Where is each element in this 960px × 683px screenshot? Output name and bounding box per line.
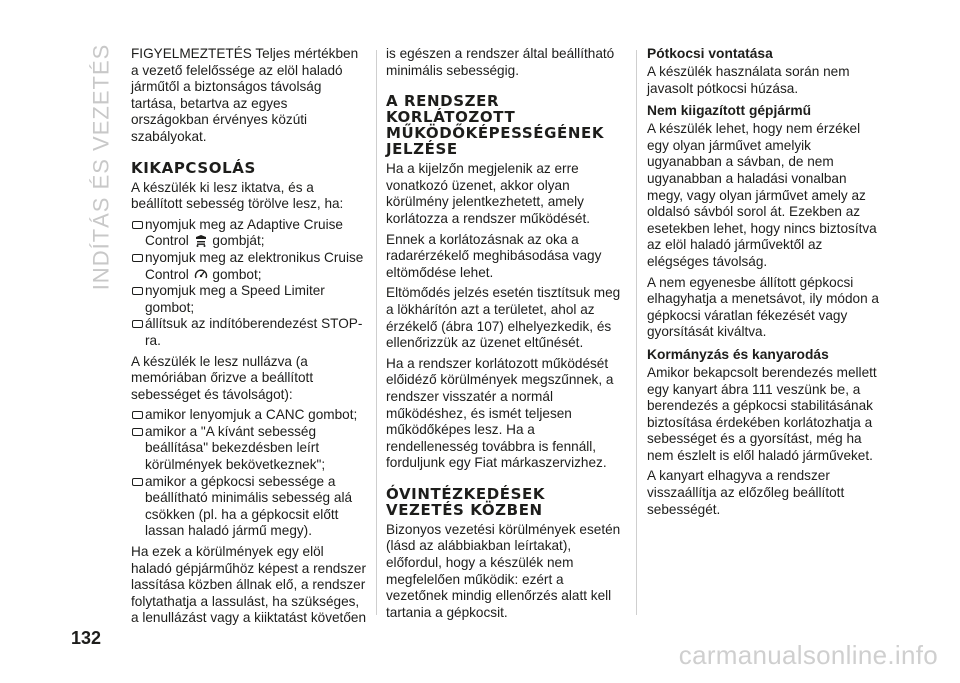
column-1 <box>131 46 367 631</box>
cruise-control-icon <box>194 268 208 281</box>
paragraph: A kanyart elhagyva a rendszer visszaállítja az előzőleg beállított sebességét. <box>647 468 845 517</box>
list-item-text: nyomjuk meg az Adaptive Cruise Control <box>145 216 343 249</box>
paragraph: Bizonyos vezetési körülmények esetén (lásd az alábbiakban leírtakat), előfordul, hogy a készülék nem megfelelően működik: ezért a vezetőnek mindig ellenőrzés alatt kell tartania a gépkocsit. <box>386 521 621 620</box>
subheading-kiigazitott: Nem kiigazított gépjármű <box>647 103 812 119</box>
paragraph: Ha a rendszer korlátozott működését előidéző körülmények megszűnnek, a rendszer visszatér a normál működéshez, és ismét teljesen működőképes lesz. Ha a rendellenesség továbbra is fennáll, forduljunk egy Fiat márkaszervizhez. <box>386 355 614 471</box>
page-number: 132 <box>71 628 102 648</box>
adaptive-cruise-control-icon <box>194 234 208 247</box>
column-2 <box>386 46 622 625</box>
paragraph: A készülék le lesz nullázva (a memóriában őrizve a beállított sebességet és távolságot): <box>131 353 314 402</box>
list-item: amikor a "A kívánt sebesség beállítása" bekezdésben leírt körülmények bekövetkeznek"; <box>131 424 367 474</box>
section-side-tab <box>84 42 118 292</box>
paragraph: Amikor bekapcsolt berendezés mellett egy kanyart ábra 111 veszünk be, a berendezés a gépkocsi stabilitásának biztosítása érdekében korlátozhatja a sebességet és a gyorsítást, még ha nem észlelt is elől haladó járműveket. <box>647 364 877 463</box>
watermark: carmanualsonline.info <box>678 640 938 670</box>
column-divider <box>636 50 637 615</box>
paragraph: Ennek a korlátozásnak az oka a radarérzékelő meghibásodása vagy eltömődése lehet. <box>386 231 602 280</box>
list-item-text: nyomjuk meg az elektronikus Cruise Control <box>145 249 364 282</box>
list-item: állítsuk az indítóberendezést STOP-ra. <box>131 316 367 349</box>
paragraph: A készülék használata során nem javasolt pótkocsi húzása. <box>647 64 850 96</box>
heading-ovintezkedesek: ÓVINTÉZKEDÉSEK VEZETÉS KÖZBEN <box>386 484 546 519</box>
warning-paragraph: FIGYELMEZTETÉS Teljes mértékben a vezető felelőssége az elöl haladó járműtől a biztonságos távolság tartása, betartva az egyes országokban érvényes közúti szabályokat. <box>131 46 359 144</box>
subheading-kormanyzas: Kormányzás és kanyarodás <box>647 346 829 362</box>
paragraph: A készülék lehet, hogy nem érzékel egy olyan járművet amelyik ugyanabban a sávban, de nem ugyanabban a haladási vonalban megy, vagy olyan járművet amely az oldalsó sávból sorol át. Ezekben az esetekben lehet, hogy nincs biztosítva az elöl haladó járművektől az elégséges távolság. <box>647 121 877 269</box>
list-item-text: gombját; <box>212 233 265 249</box>
paragraph: Ha a kijelzőn megjelenik az erre vonatkozó üzenet, akkor olyan körülmény jelentkezhetett, amely korlátozza a rendszer működését. <box>386 161 591 226</box>
paragraph: Ha ezek a körülmények egy elöl haladó gépjárműhöz képest a rendszer lassítása közben állnak elő, a rendszer folytathatja a lassulást, ha szükséges, a lenullázást vagy a kiiktatást követően <box>131 544 367 626</box>
column-divider <box>376 50 377 615</box>
list-item <box>131 250 367 283</box>
list-item: amikor a gépkocsi sebessége a beállítható minimális sebesség alá csökken (pl. ha a gépkocsit előtt lassan haladó jármű megy). <box>131 474 367 540</box>
subheading-potkocsi: Pótkocsi vontatása <box>647 46 773 61</box>
paragraph: is egészen a rendszer által beállítható minimális sebességig. <box>386 46 615 78</box>
list-item: amikor lenyomjuk a CANC gombot; <box>131 407 367 424</box>
heading-kikapcsolas: KIKAPCSOLÁS <box>131 158 256 177</box>
section-title: INDÍTÁS ÉS VEZETÉS <box>88 43 114 291</box>
paragraph: Eltömődés jelzés esetén tisztítsuk meg a lökhárítón azt a területet, ahol az érzékelő (ábra 107) elhelyezkedik, és ellenőrizzük az üzenet eltűnését. <box>386 285 621 351</box>
list-item: nyomjuk meg a Speed Limiter gombot; <box>131 283 367 316</box>
paragraph: A készülék ki lesz iktatva, és a beállított sebesség törölve lesz, ha: <box>131 179 344 212</box>
paragraph: A nem egyenesbe állított gépkocsi elhagyhatja a menetsávot, ily módon a gépkocsi váratlan fékezését vagy gyorsítását kiváltva. <box>647 274 879 340</box>
heading-rendszer: A RENDSZER KORLÁTOZOTT MŰKÖDŐKÉPESSÉGÉNEK JELZÉSE <box>386 92 605 159</box>
list-item-text: gombot; <box>212 266 262 282</box>
list-item <box>131 217 367 250</box>
column-3 <box>647 46 883 522</box>
